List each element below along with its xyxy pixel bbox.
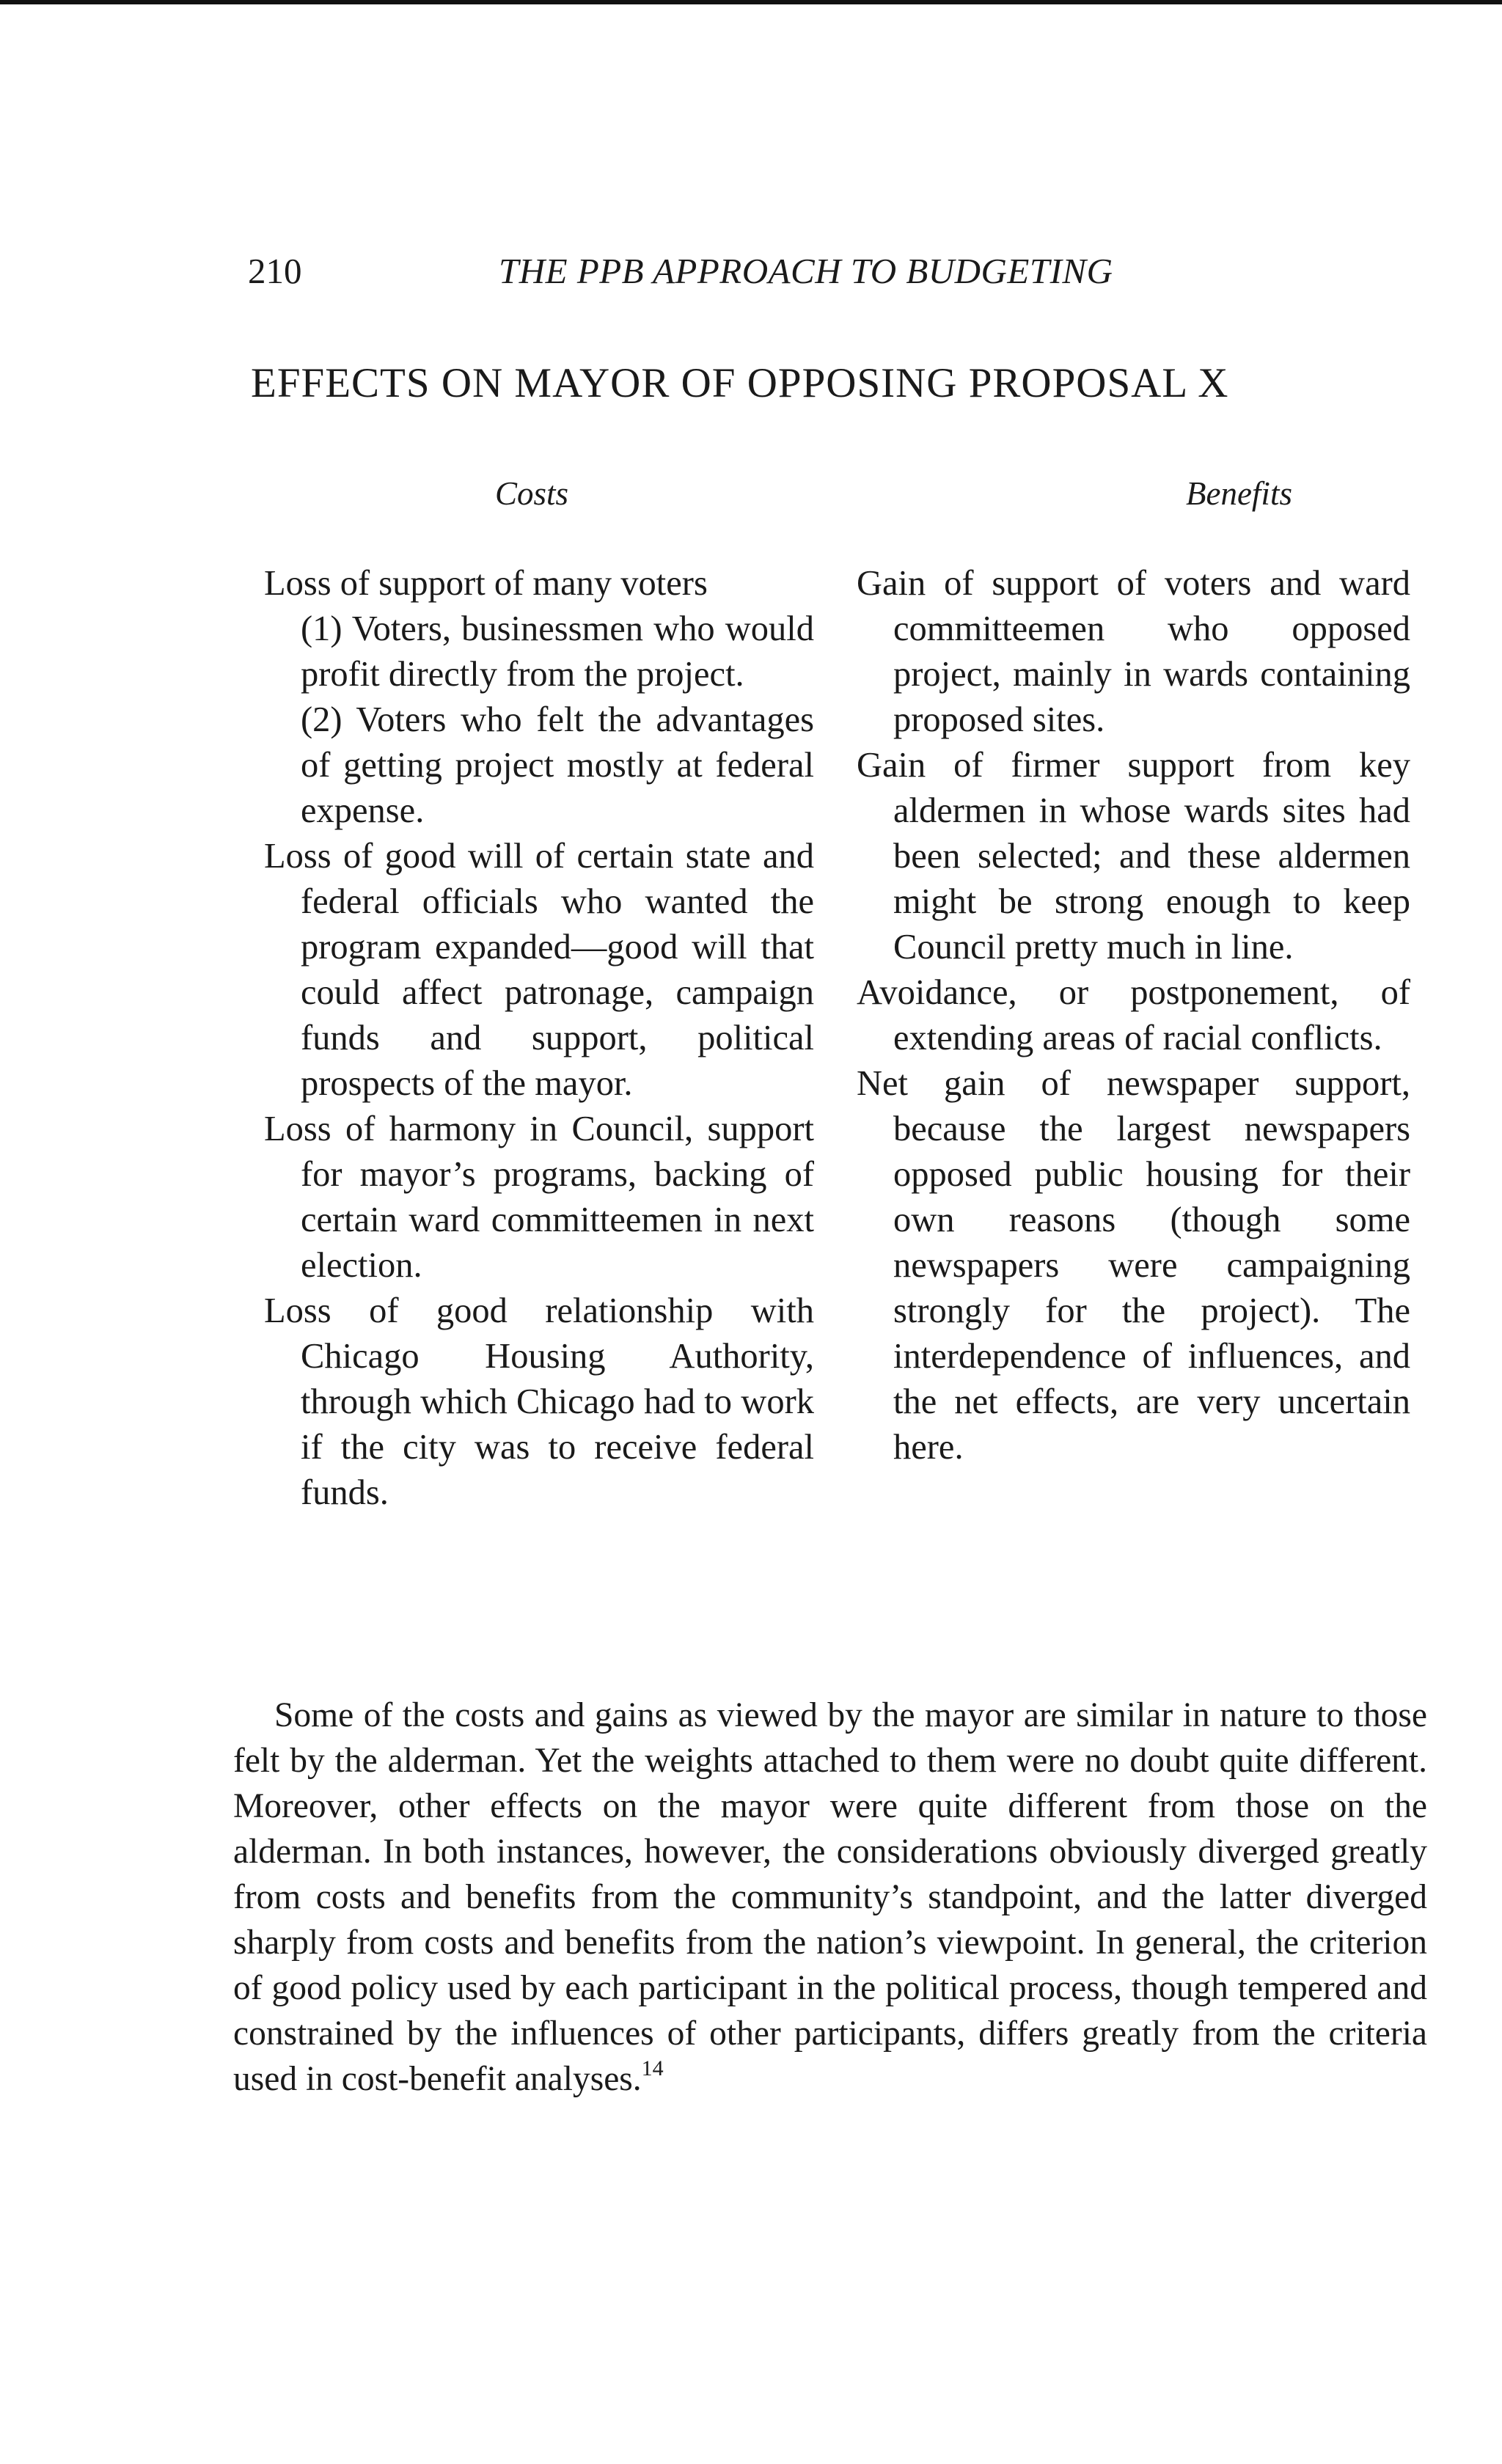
body-paragraph-text: Some of the costs and gains as viewed by the mayor are similar in nature to those felt by the alderman. Yet the weights attached to them were no doubt quite different. Moreover, other effects on the mayor were quite different from those on the alderman. In both instances, however, the considerations obviously diverged greatly from costs and benefits from the community’s standpoint, and the latter diverged sharply from costs and benefits from the nation’s viewpoint. In general, the criterion of good policy used by each participant in the political process, though tempered and constrained by the influences of other participants, differs greatly from the criteria used in cost-benefit analyses. (233, 1696, 1427, 2098)
page-number: 210 (248, 251, 302, 291)
benefit-entry: Net gain of newspaper support, because the largest newspapers opposed public housing for their own reasons (though some newspapers were campaigning strongly for the project). The interdependence of influences, and the net effects, are very uncertain here. (857, 1064, 1410, 1467)
table-title: EFFECTS ON MAYOR OF OPPOSING PROPOSAL X (251, 360, 1229, 406)
cost-entry: Loss of good will of certain state and federal officials who wanted the program expanded—good will that could affect patronage, campaign funds and support, political prospects of the mayor. (264, 837, 814, 1103)
benefit-entry: Gain of support of voters and ward committeemen who opposed project, mainly in wards containing proposed sites. (857, 564, 1410, 739)
cost-entry: Loss of good relationship with Chicago Housing Authority, through which Chicago had to work if the city was to receive federal funds. (264, 1291, 814, 1512)
running-title: THE PPB APPROACH TO BUDGETING (499, 251, 1113, 291)
cost-entry: Loss of harmony in Council, support for mayor’s programs, backing of certain ward committeemen in next election. (264, 1110, 814, 1285)
benefits-column (857, 561, 1410, 1470)
top-rule (0, 0, 1502, 4)
benefit-entry: Gain of firmer support from key aldermen in whose wards sites had been selected; and these aldermen might be strong enough to keep Council pretty much in line. (857, 746, 1410, 967)
cost-entry: (1) Voters, businessmen who would profit directly from the project. (301, 609, 814, 694)
costs-column (264, 561, 814, 1516)
cost-entry: Loss of support of many voters (264, 564, 708, 603)
benefits-heading: Benefits (1186, 475, 1292, 512)
cost-entry: (2) Voters who felt the advantages of getting project mostly at federal expense. (301, 700, 814, 830)
footnote-reference: 14 (641, 2056, 664, 2080)
costs-heading: Costs (495, 475, 569, 512)
running-head (248, 249, 1194, 293)
benefit-entry: Avoidance, or postponement, of extending areas of racial conflicts. (857, 973, 1410, 1057)
body-paragraph (233, 1693, 1427, 2102)
